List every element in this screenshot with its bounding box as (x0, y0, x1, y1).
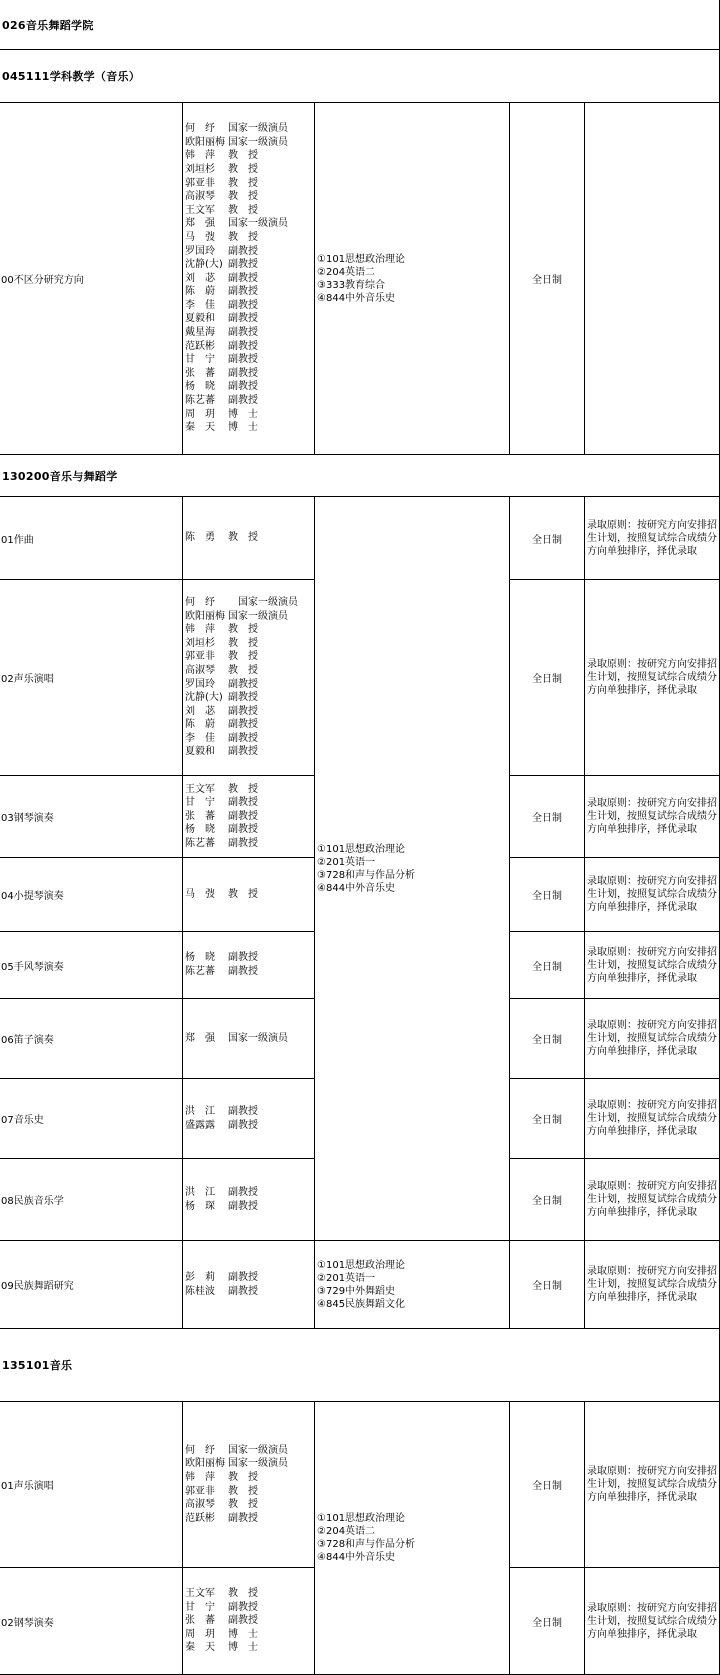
teacher-title: 副教授 (228, 692, 258, 704)
exam-subject: ①101思想政治理论 (317, 1259, 406, 1271)
teacher-entry (185, 1105, 258, 1119)
teacher-entry (185, 531, 258, 545)
teacher-title: 国家一级演员 (228, 610, 288, 622)
study-mode: 全日制 (510, 103, 585, 455)
teacher-title: 副教授 (228, 952, 258, 964)
teacher-name: 洪 江 (185, 1105, 215, 1117)
direction-name: 06笛子演奏 (0, 999, 183, 1079)
teacher-name: 陈 蔚 (185, 286, 215, 298)
teacher-entry (185, 810, 258, 824)
admission-note (585, 103, 720, 455)
teacher-entry (185, 1498, 258, 1512)
teacher-entry (185, 272, 258, 286)
teacher-name: 张 蕃 (185, 367, 215, 379)
teacher-name: 夏毅和 (185, 746, 215, 758)
teacher-name: 张 蕃 (185, 1615, 215, 1627)
admission-note: 录取原则：按研究方向安排招生计划，按照复试综合成绩分方向单独排序，择优录取 (585, 1079, 720, 1159)
teacher-name: 沈静(大) (185, 259, 223, 271)
teacher-name: 韩 萍 (185, 624, 215, 636)
teacher-title: 国家一级演员 (228, 596, 298, 608)
teacher-title: 副教授 (228, 272, 258, 284)
exam-subject: ②204英语二 (317, 266, 376, 278)
teacher-entry (185, 312, 258, 326)
exam-subjects (315, 1241, 510, 1329)
teacher-title: 副教授 (228, 797, 258, 809)
teacher-title: 教 授 (228, 1485, 258, 1497)
teacher-name: 欧阳丽梅 (185, 610, 225, 622)
exam-subjects (315, 497, 510, 1241)
teacher-title: 副教授 (228, 1119, 258, 1131)
teacher-entry (185, 623, 258, 637)
teacher-name: 陈艺蕃 (185, 837, 215, 849)
teacher-entry (185, 1444, 288, 1458)
teacher-name: 戴星海 (185, 327, 215, 339)
teacher-name: 何 纾 (185, 596, 215, 608)
teacher-title: 国家一级演员 (228, 1458, 288, 1470)
teacher-title: 副教授 (228, 1615, 258, 1627)
teacher-name: 王文军 (185, 1588, 215, 1600)
teacher-name: 韩 萍 (185, 1471, 215, 1483)
study-mode: 全日制 (510, 580, 585, 776)
major-title: 045111学科教学（音乐） (2, 70, 141, 83)
teacher-name: 洪 江 (185, 1186, 215, 1198)
teacher-title: 副教授 (228, 245, 258, 257)
teacher-title: 副教授 (228, 340, 258, 352)
teacher-entry (185, 340, 258, 354)
teacher-title: 教 授 (228, 150, 258, 162)
study-mode: 全日制 (510, 999, 585, 1079)
direction-name: 03钢琴演奏 (0, 776, 183, 858)
teacher-entry (185, 136, 288, 150)
major-header (0, 50, 720, 103)
teacher-title: 博 士 (228, 408, 258, 420)
teacher-name: 郭亚非 (185, 651, 215, 663)
teacher-entry (185, 1471, 258, 1485)
teacher-name: 彭 莉 (185, 1271, 215, 1283)
teacher-entry (185, 650, 258, 664)
teacher-title: 副教授 (228, 746, 258, 758)
teacher-name: 杨 晓 (185, 952, 215, 964)
teacher-list (183, 1079, 315, 1159)
teacher-entry (185, 1186, 258, 1200)
exam-subject: ①101思想政治理论 (317, 843, 406, 855)
admission-note: 录取原则：按研究方向安排招生计划，按照复试综合成绩分方向单独排序，择优录取 (585, 999, 720, 1079)
teacher-entry (185, 596, 298, 610)
teacher-name: 甘 宁 (185, 354, 215, 366)
teacher-title: 副教授 (228, 1285, 258, 1297)
teacher-name: 欧阳丽梅 (185, 136, 225, 148)
teacher-name: 郭亚非 (185, 1485, 215, 1497)
teacher-title: 副教授 (228, 1512, 258, 1524)
teacher-list (183, 1402, 315, 1568)
teacher-name: 何 纾 (185, 123, 215, 135)
admission-note: 录取原则：按研究方向安排招生计划，按照复试综合成绩分方向单独排序，择优录取 (585, 1568, 720, 1675)
exam-subject: ①101思想政治理论 (317, 1513, 406, 1524)
teacher-list (183, 497, 315, 580)
teacher-entry (185, 149, 258, 163)
teacher-entry (185, 888, 258, 902)
teacher-title: 博 士 (228, 1628, 258, 1640)
teacher-list (183, 580, 315, 776)
study-mode: 全日制 (510, 1241, 585, 1329)
exam-subject: ④844中外音乐史 (317, 1552, 396, 1563)
exam-subject: ②204英语二 (317, 1526, 376, 1537)
teacher-entry (185, 1641, 258, 1655)
teacher-name: 杨 晓 (185, 381, 215, 393)
teacher-name: 王文军 (185, 204, 215, 216)
teacher-title: 教 授 (228, 1588, 258, 1600)
teacher-list (183, 103, 315, 455)
teacher-title: 副教授 (228, 837, 258, 849)
teacher-title: 教 授 (228, 1471, 258, 1483)
direction-name: 09民族舞蹈研究 (0, 1241, 183, 1329)
teacher-entry (185, 1200, 258, 1214)
teacher-title: 博 士 (228, 422, 258, 434)
teacher-name: 李 佳 (185, 299, 215, 311)
teacher-list (183, 858, 315, 932)
exam-subject: ②201英语一 (317, 856, 376, 868)
teacher-name: 周 玥 (185, 1628, 215, 1640)
teacher-list (183, 999, 315, 1079)
teacher-name: 刘垣杉 (185, 163, 215, 175)
teacher-title: 教 授 (228, 231, 258, 243)
teacher-name: 高淑琴 (185, 664, 215, 676)
teacher-list (183, 1159, 315, 1241)
teacher-entry (185, 285, 258, 299)
teacher-title: 副教授 (228, 286, 258, 298)
teacher-entry (185, 1457, 288, 1471)
direction-name: 05手风琴演奏 (0, 932, 183, 999)
teacher-entry (185, 1119, 258, 1133)
teacher-title: 教 授 (228, 204, 258, 216)
teacher-name: 杨 晓 (185, 824, 215, 836)
teacher-name: 夏毅和 (185, 313, 215, 325)
teacher-entry (185, 837, 258, 851)
exam-subject: ②201英语一 (317, 1272, 376, 1284)
teacher-name: 秦 天 (185, 1642, 215, 1654)
teacher-entry (185, 1285, 258, 1299)
teacher-entry (185, 664, 258, 678)
study-mode: 全日制 (510, 1402, 585, 1568)
admission-note: 录取原则：按研究方向安排招生计划，按照复试综合成绩分方向单独排序，择优录取 (585, 1159, 720, 1241)
direction-name: 08民族音乐学 (0, 1159, 183, 1241)
teacher-entry (185, 299, 258, 313)
teacher-entry (185, 1485, 258, 1499)
teacher-name: 高淑琴 (185, 1499, 215, 1511)
teacher-entry (185, 1628, 258, 1642)
admission-note: 录取原则：按研究方向安排招生计划，按照复试综合成绩分方向单独排序，择优录取 (585, 932, 720, 999)
teacher-entry (185, 245, 258, 259)
teacher-entry (185, 204, 258, 218)
teacher-name: 刘 苾 (185, 705, 215, 717)
teacher-title: 国家一级演员 (228, 218, 288, 230)
teacher-entry (185, 1614, 258, 1628)
teacher-name: 马 弢 (185, 231, 215, 243)
teacher-title: 国家一级演员 (228, 136, 288, 148)
teacher-entry (185, 258, 258, 272)
teacher-title: 副教授 (228, 259, 258, 271)
teacher-title: 副教授 (228, 299, 258, 311)
teacher-name: 王文军 (185, 783, 215, 795)
teacher-name: 李 佳 (185, 732, 215, 744)
teacher-title: 副教授 (228, 354, 258, 366)
teacher-name: 刘 苾 (185, 272, 215, 284)
teacher-entry (185, 823, 258, 837)
teacher-entry (185, 1601, 258, 1615)
teacher-name: 何 纾 (185, 1444, 215, 1456)
teacher-entry (185, 718, 258, 732)
teacher-entry (185, 190, 258, 204)
admission-note: 录取原则：按研究方向安排招生计划，按照复试综合成绩分方向单独排序，择优录取 (585, 1241, 720, 1329)
teacher-entry (185, 678, 258, 692)
school-title: 026音乐舞蹈学院 (2, 18, 94, 32)
teacher-title: 副教授 (228, 313, 258, 325)
teacher-title: 副教授 (228, 1186, 258, 1198)
teacher-name: 甘 宁 (185, 1601, 215, 1613)
teacher-name: 杨 琛 (185, 1200, 215, 1212)
teacher-list (183, 776, 315, 858)
teacher-entry (185, 177, 258, 191)
exam-subjects (315, 1402, 510, 1675)
teacher-title: 教 授 (228, 888, 258, 900)
teacher-name: 马 弢 (185, 888, 215, 900)
exam-subject: ③728和声与作品分析 (317, 869, 416, 881)
teacher-name: 陈 勇 (185, 532, 215, 544)
teacher-entry (185, 1032, 288, 1046)
study-mode: 全日制 (510, 1079, 585, 1159)
teacher-entry (185, 217, 288, 231)
teacher-title: 博 士 (228, 1642, 258, 1654)
study-mode: 全日制 (510, 497, 585, 580)
admission-note: 录取原则：按研究方向安排招生计划，按照复试综合成绩分方向单独排序，择优录取 (585, 1402, 720, 1568)
direction-name: 01作曲 (0, 497, 183, 580)
teacher-entry (185, 732, 258, 746)
teacher-title: 教 授 (228, 637, 258, 649)
teacher-name: 周 玥 (185, 408, 215, 420)
study-mode: 全日制 (510, 1159, 585, 1241)
direction-name: 02钢琴演奏 (0, 1568, 183, 1675)
teacher-title: 副教授 (228, 381, 258, 393)
teacher-title: 国家一级演员 (228, 1444, 288, 1456)
teacher-title: 教 授 (228, 532, 258, 544)
teacher-entry (185, 745, 258, 759)
teacher-name: 盛露露 (185, 1119, 215, 1131)
school-header (0, 0, 720, 50)
teacher-name: 范跃彬 (185, 340, 215, 352)
teacher-title: 副教授 (228, 395, 258, 407)
exam-subject: ①101思想政治理论 (317, 253, 406, 265)
teacher-title: 国家一级演员 (228, 1032, 288, 1044)
teacher-name: 高淑琴 (185, 191, 215, 203)
teacher-entry (185, 965, 258, 979)
teacher-name: 秦 天 (185, 422, 215, 434)
study-mode: 全日制 (510, 858, 585, 932)
teacher-title: 副教授 (228, 327, 258, 339)
teacher-name: 陈艺蕃 (185, 395, 215, 407)
admission-note: 录取原则：按研究方向安排招生计划，按照复试综合成绩分方向单独排序，择优录取 (585, 580, 720, 776)
teacher-title: 副教授 (228, 1271, 258, 1283)
exam-subject: ④844中外音乐史 (317, 882, 396, 894)
teacher-name: 陈桂波 (185, 1285, 215, 1297)
teacher-entry (185, 1587, 258, 1601)
exam-subject: ③729中外舞蹈史 (317, 1285, 396, 1297)
teacher-entry (185, 1512, 258, 1526)
teacher-title: 教 授 (228, 1499, 258, 1511)
admission-note: 录取原则：按研究方向安排招生计划，按照复试综合成绩分方向单独排序，择优录取 (585, 776, 720, 858)
teacher-entry (185, 637, 258, 651)
teacher-name: 陈艺蕃 (185, 966, 215, 977)
teacher-list (183, 1568, 315, 1675)
teacher-title: 教 授 (228, 177, 258, 189)
major-header (0, 455, 720, 497)
teacher-title: 副教授 (228, 1601, 258, 1613)
admission-note: 录取原则：按研究方向安排招生计划，按照复试综合成绩分方向单独排序，择优录取 (585, 497, 720, 580)
teacher-entry (185, 394, 258, 408)
teacher-title: 副教授 (228, 732, 258, 744)
teacher-entry (185, 796, 258, 810)
study-mode: 全日制 (510, 1568, 585, 1675)
teacher-entry (185, 691, 258, 705)
teacher-entry (185, 951, 258, 965)
teacher-list (183, 932, 315, 999)
teacher-title: 副教授 (228, 1200, 258, 1212)
study-mode: 全日制 (510, 776, 585, 858)
teacher-entry (185, 1271, 258, 1285)
teacher-entry (185, 421, 258, 435)
teacher-entry (185, 122, 288, 136)
study-mode: 全日制 (510, 932, 585, 999)
exam-subject: ③728和声与作品分析 (317, 1539, 416, 1550)
teacher-name: 欧阳丽梅 (185, 1458, 225, 1470)
teacher-entry (185, 231, 258, 245)
teacher-name: 范跃彬 (185, 1512, 215, 1524)
teacher-title: 教 授 (228, 191, 258, 203)
teacher-name: 韩 萍 (185, 150, 215, 162)
teacher-title: 副教授 (228, 966, 258, 977)
teacher-title: 副教授 (228, 678, 258, 690)
teacher-entry (185, 380, 258, 394)
teacher-name: 张 蕃 (185, 810, 215, 822)
teacher-title: 教 授 (228, 664, 258, 676)
teacher-entry (185, 705, 258, 719)
direction-name: 00不区分研究方向 (0, 103, 183, 455)
teacher-title: 教 授 (228, 651, 258, 663)
teacher-title: 教 授 (228, 163, 258, 175)
direction-name: 02声乐演唱 (0, 580, 183, 776)
teacher-entry (185, 163, 258, 177)
teacher-title: 副教授 (228, 824, 258, 836)
teacher-name: 郑 强 (185, 218, 215, 230)
exam-subjects (315, 103, 510, 455)
teacher-name: 罗国玲 (185, 245, 215, 257)
teacher-title: 教 授 (228, 783, 258, 795)
exam-subject: ③333教育综合 (317, 279, 386, 291)
exam-subject: ④844中外音乐史 (317, 292, 396, 304)
teacher-name: 罗国玲 (185, 678, 215, 690)
teacher-entry (185, 367, 258, 381)
teacher-name: 沈静(大) (185, 692, 223, 704)
teacher-entry (185, 610, 288, 624)
major-title: 130200音乐与舞蹈学 (2, 469, 118, 483)
teacher-title: 副教授 (228, 810, 258, 822)
teacher-name: 甘 宁 (185, 797, 215, 809)
major-header (0, 1329, 720, 1402)
direction-name: 01声乐演唱 (0, 1402, 183, 1568)
teacher-entry (185, 353, 258, 367)
teacher-title: 副教授 (228, 705, 258, 717)
exam-subject: ④845民族舞蹈文化 (317, 1298, 406, 1310)
teacher-title: 教 授 (228, 624, 258, 636)
teacher-name: 陈 蔚 (185, 719, 215, 731)
teacher-title: 副教授 (228, 719, 258, 731)
teacher-name: 郑 强 (185, 1032, 215, 1044)
teacher-entry (185, 783, 258, 797)
teacher-entry (185, 326, 258, 340)
teacher-name: 刘垣杉 (185, 637, 215, 649)
teacher-title: 国家一级演员 (228, 123, 288, 135)
direction-name: 04小提琴演奏 (0, 858, 183, 932)
major-title: 135101音乐 (2, 1359, 73, 1372)
direction-name: 07音乐史 (0, 1079, 183, 1159)
teacher-name: 郭亚非 (185, 177, 215, 189)
admission-note: 录取原则：按研究方向安排招生计划，按照复试综合成绩分方向单独排序，择优录取 (585, 858, 720, 932)
teacher-title: 副教授 (228, 367, 258, 379)
teacher-entry (185, 408, 258, 422)
teacher-list (183, 1241, 315, 1329)
teacher-title: 副教授 (228, 1105, 258, 1117)
